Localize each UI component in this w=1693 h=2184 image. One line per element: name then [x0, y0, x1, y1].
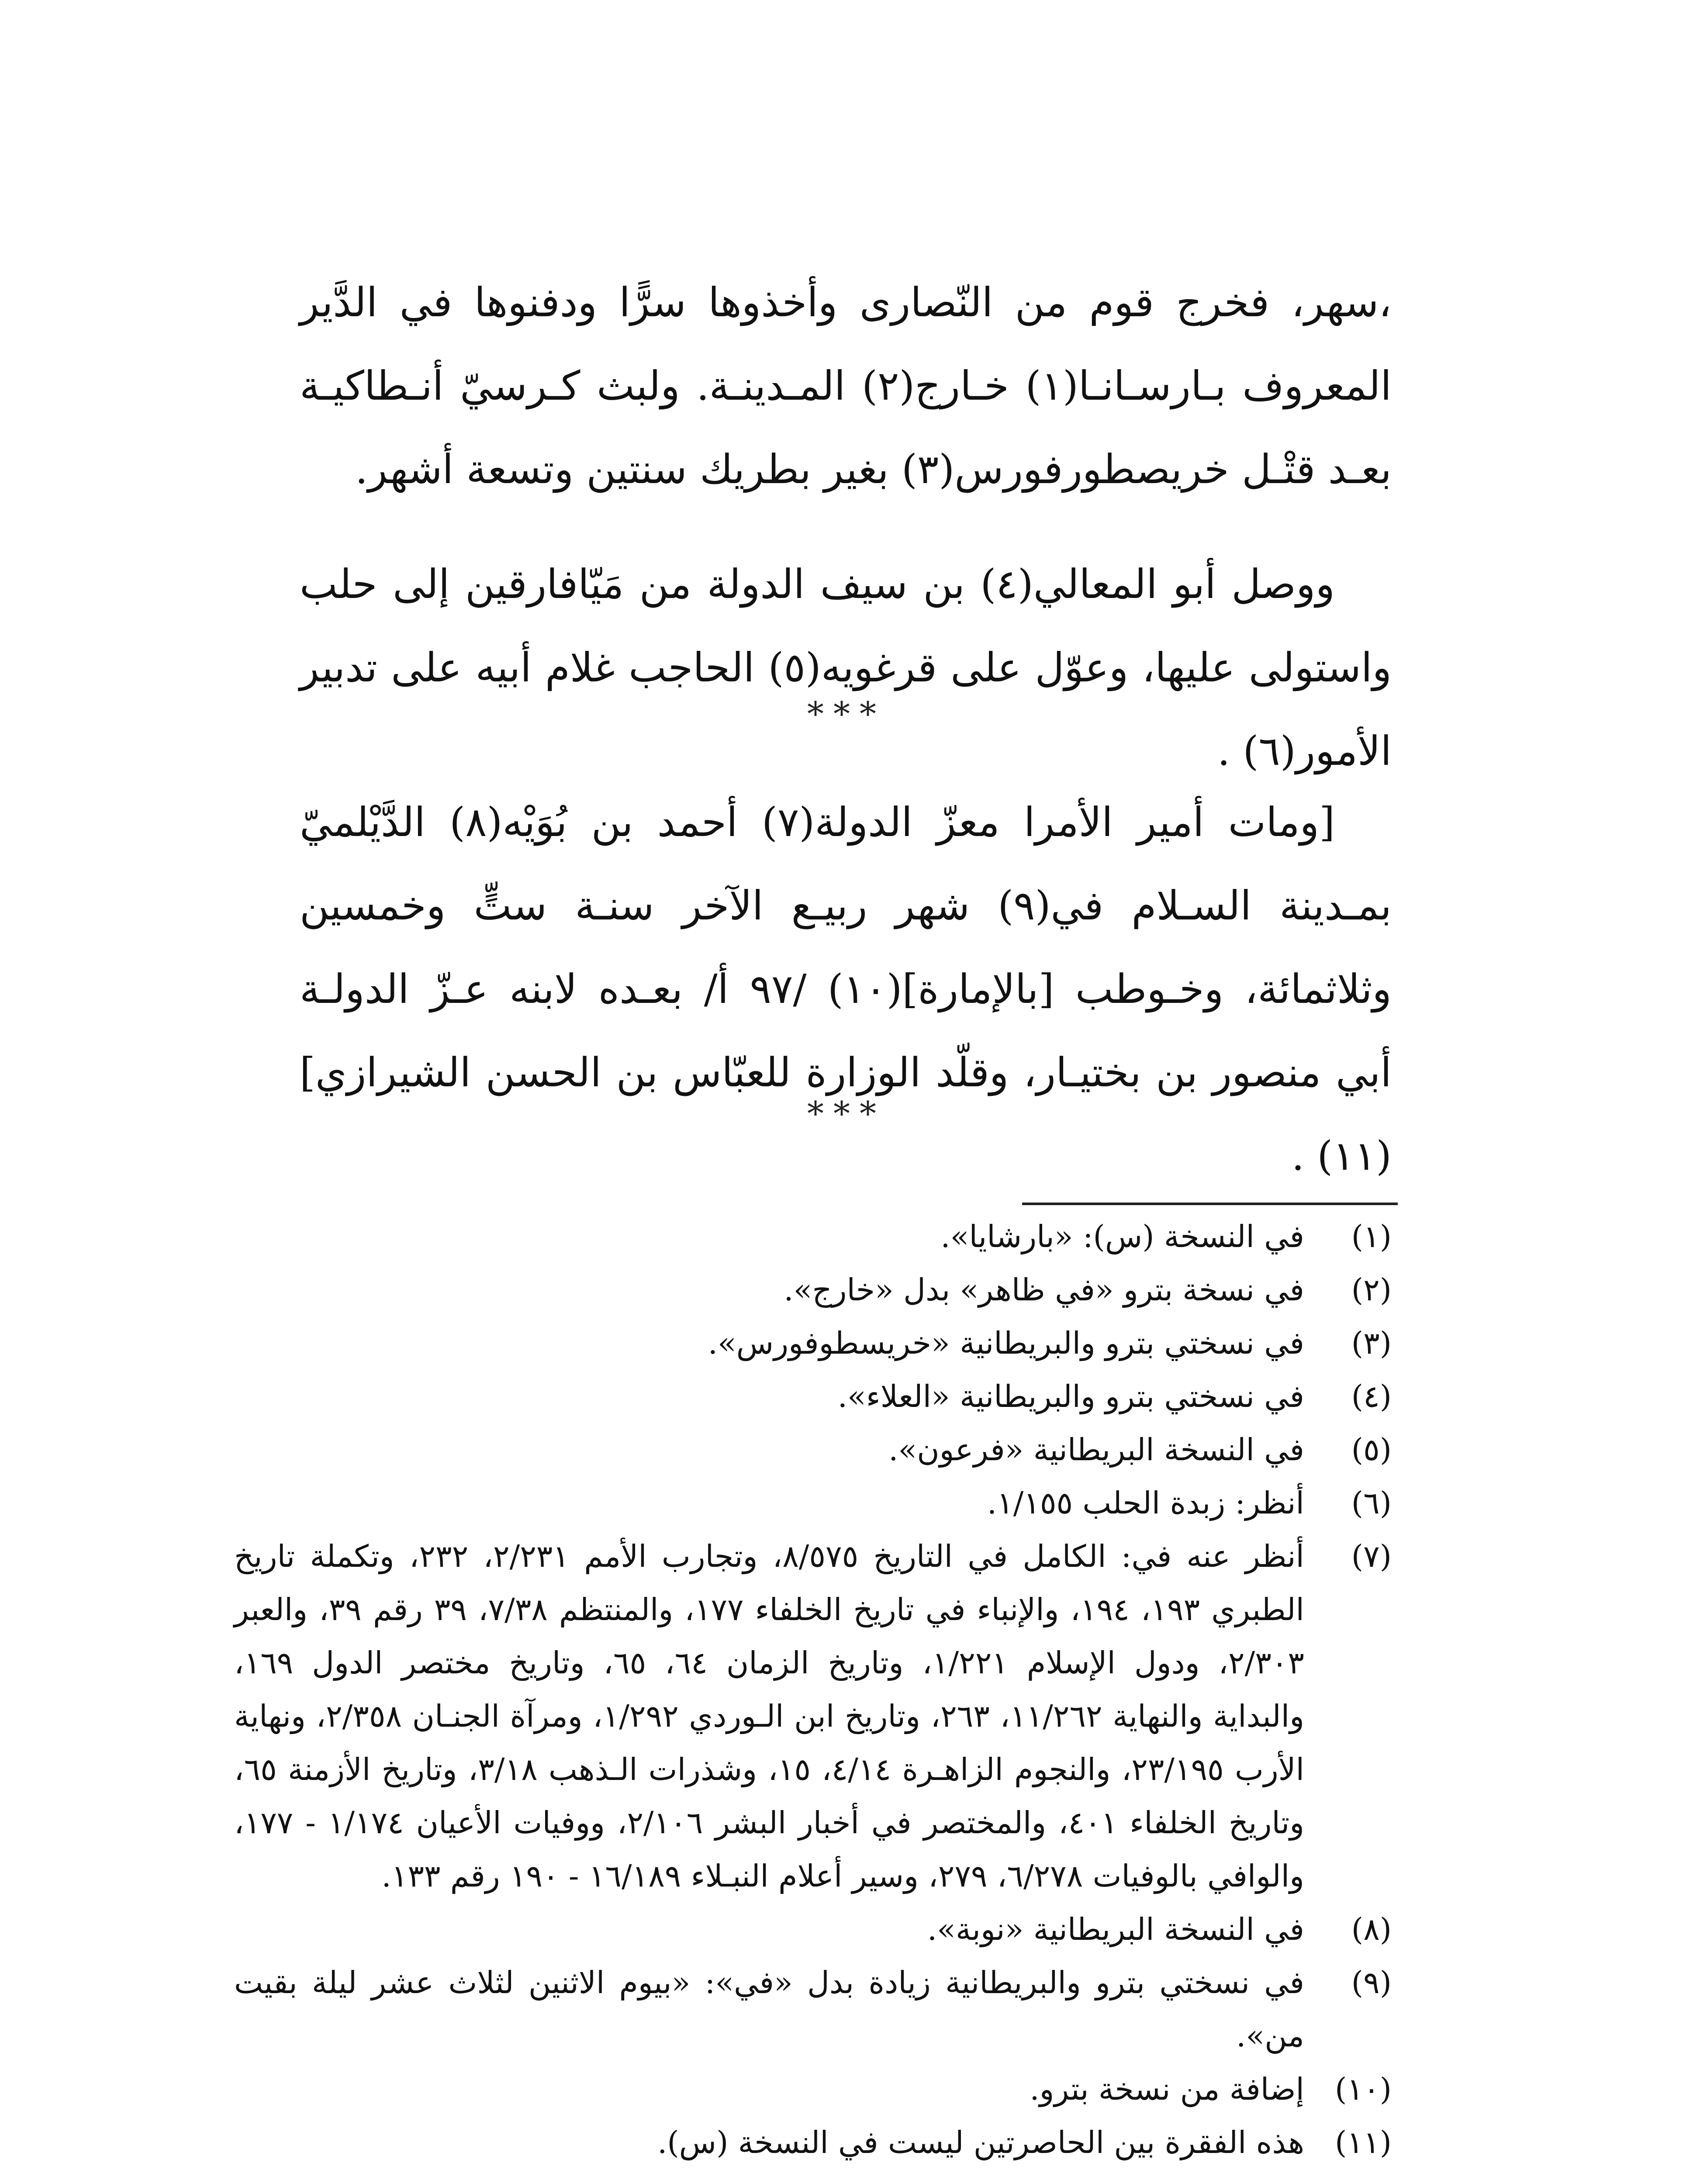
footnote-number: (٨) [1351, 1911, 1392, 1947]
footnote-text: في نسختي بترو والبريطانية «خريسطوفورس». [708, 1325, 1304, 1361]
footnote-number: (١٠) [1335, 2071, 1392, 2107]
section-separator: *** [807, 1094, 886, 1133]
footnote-item [234, 1423, 1392, 1476]
footnote-item [234, 1903, 1392, 1956]
footnote-text: في نسختي بترو والبريطانية «العلاء». [837, 1379, 1304, 1414]
footnote-item [234, 1956, 1392, 2063]
footnote-text: في نسخة بترو «في ظاهر» بدل «خارج». [784, 1272, 1304, 1308]
footnote-number: (٧) [1351, 1538, 1392, 1574]
footnote-item [234, 1210, 1392, 1263]
footnote-item [234, 1317, 1392, 1370]
footnote-text: في نسختي بترو والبريطانية زيادة بدل «في»: «بيوم الاثنين لثلاث عشر ليلة بقيت من». [234, 1965, 1304, 2054]
footnote-number: (٣) [1351, 1325, 1392, 1361]
footnote-text: هذه الفقرة بين الحاصرتين ليست في النسخة (س). [657, 2125, 1304, 2160]
footnote-number: (٤) [1351, 1379, 1392, 1414]
footnote-item [234, 2063, 1392, 2116]
paragraph-1: ،سهر، فخرج قوم من النّصارى وأخذوها سرًّا ودفنوها في الدَّير المعروف بـارسـانـا(١) خـارج(٢) المـدينـة. ولبث كـرسيّ أنـطاكيـة بعـد قتْـل خريصطورفورس(٣) بغير بطريك سنتين وتسعة أشهر. [300, 279, 1392, 493]
footnote-text: أنظر عنه في: الكامل في التاريخ ٨/٥٧٥، وتجارب الأمم ٢/٢٣١، ٢٣٢، وتكملة تاريخ الطبري ١٩٣، ١٩٤، والإنباء في تاريخ الخلفاء ١٧٧، والمنتظم ٧/٣٨، ٣٩ رقم ٣٩، والعبر ٢/٣٠٣، ودول الإسلام ١/٢٢١، وتاريخ الزمان ٦٤، ٦٥، وتاريخ مختصر الدول ١٦٩، والبداية والنهاية ١١/٢٦٢، ٢٦٣، وتاريخ ابن الـوردي ١/٢٩٢، ومرآة الجنـان ٢/٣٥٨، ونهاية الأرب ٢٣/١٩٥، والنجوم الزاهـرة ٤/١٤، ١٥، وشذرات الـذهب ٣/١٨، وتاريخ الأزمنة ٦٥، وتاريخ الخلفاء ٤٠١، والمختصر في أخبار البشر ٢/١٠٦، ووفيات الأعيان ١/١٧٤ - ١٧٧، والوافي بالوفيات ٦/٢٧٨، ٢٧٩، وسير أعلام النبـلاء ١٦/١٨٩ - ١٩٠ رقم ١٣٣. [234, 1538, 1305, 1894]
footnote-number: (٦) [1351, 1485, 1392, 1521]
footnote-item [234, 2116, 1392, 2169]
footnote-number: (٥) [1351, 1432, 1392, 1468]
footnote-item [234, 1530, 1392, 1903]
section-separator: *** [807, 695, 886, 733]
footnote-item [234, 1263, 1392, 1317]
footnote-text: في النسخة البريطانية «نوبة». [927, 1911, 1304, 1947]
footnote-number: (٩) [1351, 1965, 1392, 2001]
footnote-number: (١١) [1335, 2125, 1392, 2160]
footnote-text: في النسخة البريطانية «فرعون». [888, 1432, 1304, 1468]
footnote-text: إضافة من نسخة بترو. [1030, 2071, 1304, 2107]
paragraph-3: [ومات أمير الأمرا معزّ الدولة(٧) أحمد بن بُوَيْه(٨) الدَّيْلميّ بمـدينة السـلام في(٩) شهر ربيـع الآخر سنـة ستٍّ وخمسين وثلاثمائة، وخـوطب [بالإمارة](١٠) /٩٧ أ/ بعـده لابنه عـزّ الدولـة أبي منصور بن بختيـار، وقلّد الوزارة للعبّاس بن الحسن الشيرازي](١١) . [300, 799, 1392, 1179]
footnote-item [234, 1476, 1392, 1530]
footnotes-list [234, 1210, 1392, 2169]
footnote-text: أنظر: زبدة الحلب ١/١٥٥. [987, 1485, 1304, 1521]
footnote-number: (١) [1351, 1219, 1392, 1254]
footnote-number: (٢) [1351, 1272, 1392, 1308]
paragraph-2: ووصل أبو المعالي(٤) بن سيف الدولة من مَيّافارقين إلى حلب واستولى عليها، وعوّل على قرغويه(٥) الحاجب غلام أبيه على تدبير الأمور(٦) . [300, 561, 1392, 774]
footnote-text: في النسخة (س): «بارشايا». [940, 1219, 1304, 1254]
footnote-divider [1022, 1203, 1398, 1205]
footnote-item [234, 1370, 1392, 1423]
